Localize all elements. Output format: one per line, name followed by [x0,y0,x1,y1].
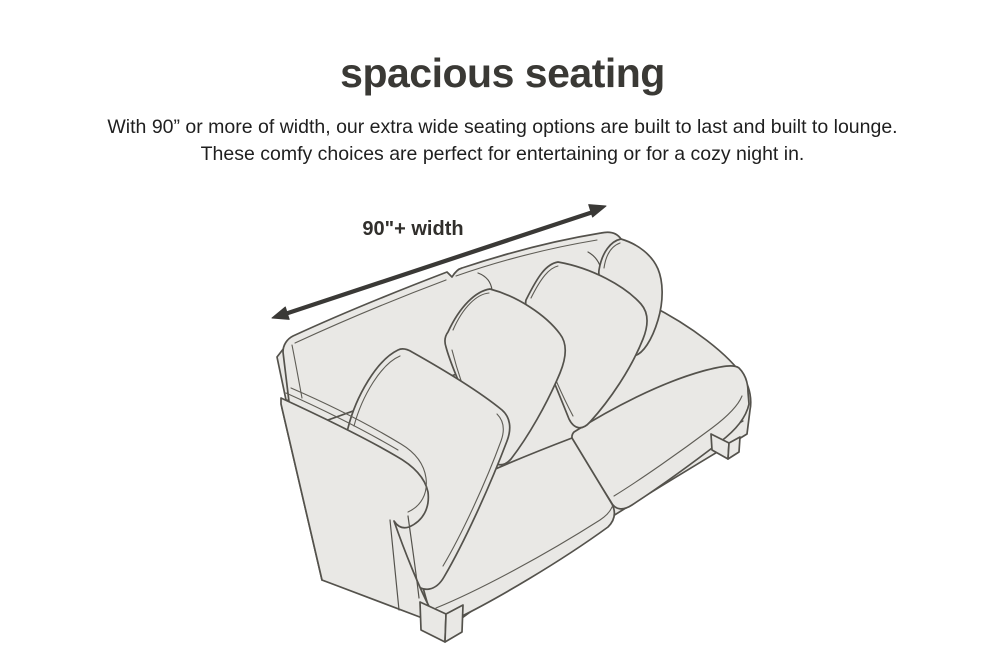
description-line-2: These comfy choices are perfect for entertaining or for a cozy night in. [200,143,805,165]
arrowhead-right [589,205,606,217]
arrowhead-left [272,307,289,319]
page-title: spacious seating [340,50,665,96]
width-dimension-label: 90"+ width [362,218,464,240]
description-line-1: With 90” or more of width, our extra wide seating options are built to last and built to lounge. [107,116,898,138]
